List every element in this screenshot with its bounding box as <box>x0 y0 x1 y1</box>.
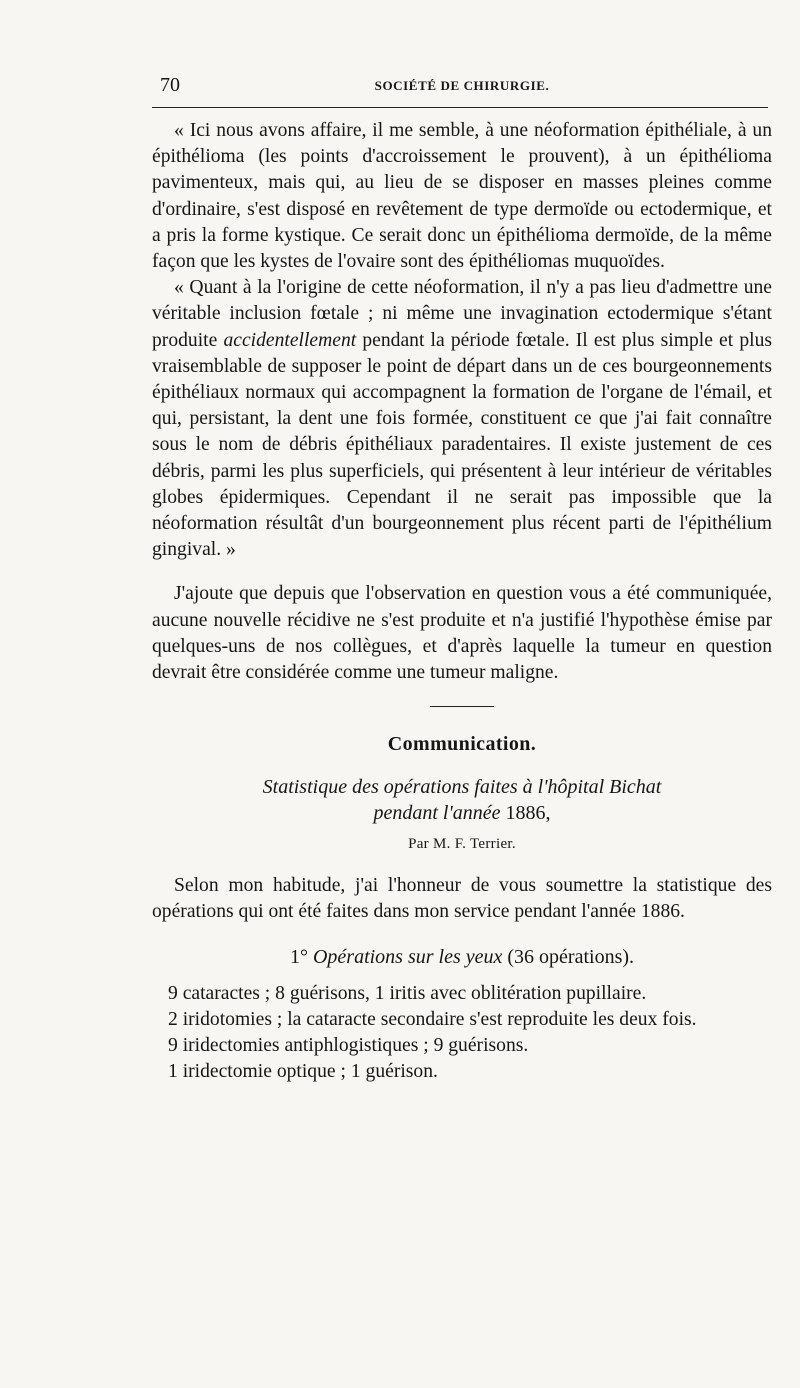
subheading-number: 1° <box>289 945 308 968</box>
page-header <box>152 74 772 98</box>
page-number: 70 <box>160 74 180 96</box>
subheading-italic: Opérations sur les yeux <box>312 945 503 968</box>
running-title: SOCIÉTÉ DE CHIRURGIE. <box>374 78 550 93</box>
title-line-2-italic: pendant l'année <box>373 802 501 825</box>
operations-list <box>152 981 772 1086</box>
list-item: 1 iridectomie optique ; 1 guérison. <box>168 1061 438 1083</box>
operations-subheading <box>152 946 772 969</box>
header-rule <box>152 107 768 108</box>
quote-paragraph-1: « Ici nous avons affaire, il me semble, à une néoformation épithéliale, à un épithélioma (les points d'accroissement le prouvent), à un épithélioma pavimenteux, mais qui, au lieu de se disposer en masses pleines comme d'ordinaire, s'est disposé en revêtement de type dermoïde ou ectodermique, et a pris la forme kystique. Ce serait donc un épithélioma dermoïde, de la même façon que les kystes de l'ovaire sont des épithéliomas muquoïdes. <box>152 120 772 273</box>
quote-paragraph-2 <box>152 275 772 563</box>
italic-word: accidentellement <box>223 329 357 351</box>
author-line: Par M. F. Terrier. <box>408 836 516 853</box>
list-item: 9 cataractes ; 8 guérisons, 1 iritis avec oblitération pupillaire. <box>168 982 647 1004</box>
intro-paragraph: Selon mon habitude, j'ai l'honneur de vous soumettre la statistique des opérations qui ont été faites dans mon service pendant l'année 1886. <box>152 875 772 923</box>
page-body <box>152 118 772 1085</box>
title-line-1: Statistique des opérations faites à l'hôpital Bichat <box>262 776 662 799</box>
closing-paragraph: J'ajoute que depuis que l'observation en question vous a été communiquée, aucune nouvelle récidive ne s'est produite et n'a justifié l'hypothèse émise par quelques-uns de nos collègues, et d'après laquelle la tumeur en question devrait être considérée comme une tumeur maligne. <box>152 583 772 684</box>
title-line-2 <box>152 800 772 826</box>
quote-text-after: pendant la période fœtale. Il est plus simple et plus vraisemblable de supposer le point de départ dans un de ces bourgeonnements épithéliaux normaux qui accompagnent la formation de l'organe de l'émail, et qui, persistant, la dent une fois formée, constituent ce que j'ai fait connaître sous le nom de débris épithéliaux paradentaires. Il existe justement de ces débris, parmi les plus superficiels, qui présentent à leur intérieur de véritables globes épidermiques. Cependant il ne serait pas impossible que la néoformation résultât d'un bourgeonnement plus récent parti de l'épithélium gingival. » <box>152 329 773 561</box>
list-item: 2 iridotomies ; la cataracte secondaire s'est reproduite les deux fois. <box>168 1008 697 1030</box>
quote-text-before: « Quant à la l'origine de cette néoformation, il n'y a pas lieu d'admettre une véritable inclusion fœtale ; ni même une invagination ectodermique s'étant produite <box>152 277 772 351</box>
section-divider <box>430 706 494 707</box>
section-heading: Communication. <box>387 733 537 756</box>
paragraph-gap <box>152 563 772 581</box>
title-year: 1886, <box>505 802 551 825</box>
communication-title <box>152 774 772 826</box>
subheading-count: (36 opérations). <box>507 945 635 968</box>
list-item: 9 iridectomies antiphlogistiques ; 9 guérisons. <box>168 1035 529 1057</box>
